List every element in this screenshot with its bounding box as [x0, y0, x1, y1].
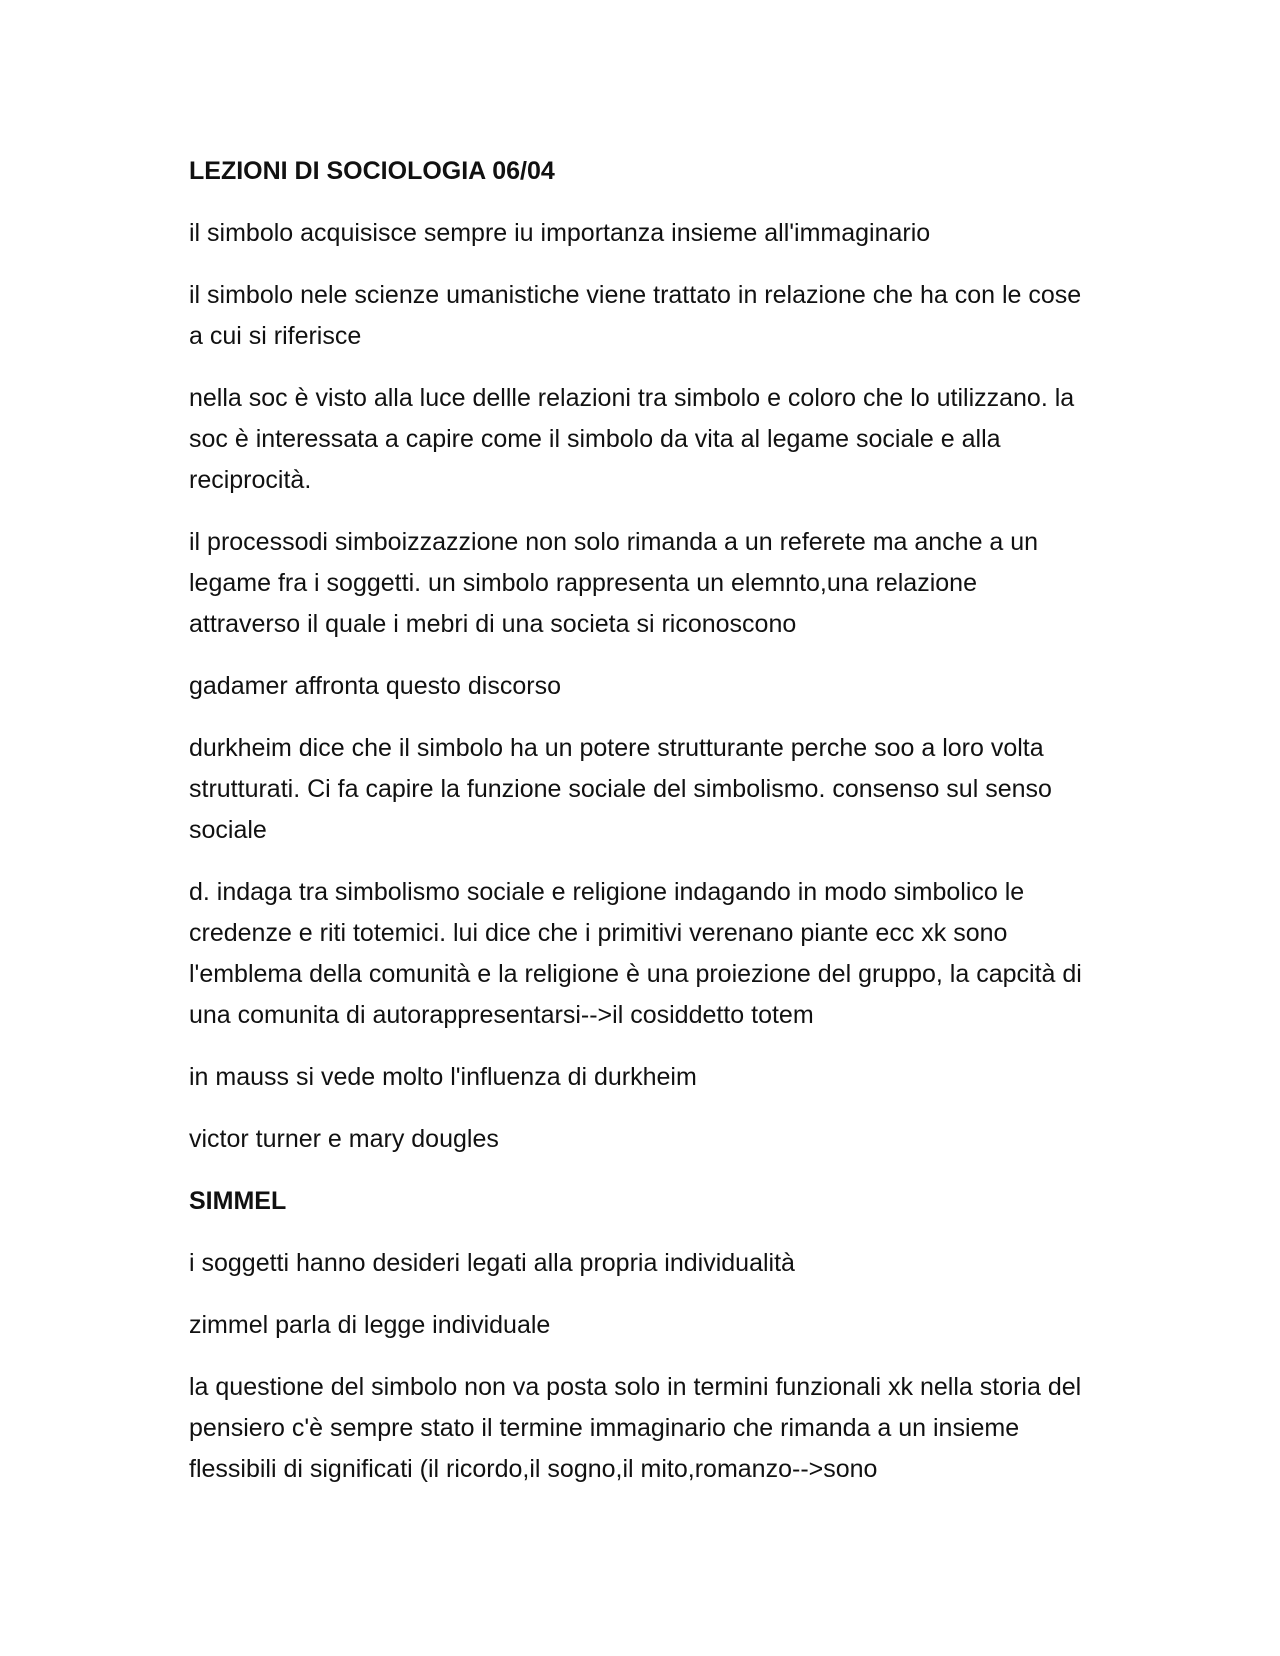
- paragraph: nella soc è visto alla luce dellle relazioni tra simbolo e coloro che lo utilizzano. la soc è interessata a capire come il simbolo da vita al legame sociale e alla reciprocità.: [189, 384, 1075, 494]
- document-body: [189, 151, 1089, 1511]
- paragraph: victor turner e mary dougles: [189, 1125, 499, 1153]
- paragraph: d. indaga tra simbolismo sociale e religione indagando in modo simbolico le credenze e riti totemici. lui dice che i primitivi verenano piante ecc xk sono l'emblema della comunità e la religione è una proiezione del gruppo, la capcità di una comunita di autorappresentarsi-->il cosiddetto totem: [189, 878, 1082, 1029]
- paragraph: la questione del simbolo non va posta solo in termini funzionali xk nella storia del pensiero c'è sempre stato il termine immaginario che rimanda a un insieme flessibili di significati (il ricordo,il sogno,il mito,romanzo-->sono: [189, 1373, 1082, 1483]
- paragraph: i soggetti hanno desideri legati alla propria individualità: [189, 1249, 795, 1277]
- paragraph: il simbolo acquisisce sempre iu importanza insieme all'immaginario: [189, 219, 931, 247]
- paragraph: il processodi simboizzazzione non solo rimanda a un referete ma anche a un legame fra i soggetti. un simbolo rappresenta un elemnto,una relazione attraverso il quale i mebri di una societa si riconoscono: [189, 528, 1039, 638]
- paragraph: durkheim dice che il simbolo ha un potere strutturante perche soo a loro volta strutturati. Ci fa capire la funzione sociale del simbolismo. consenso sul senso sociale: [189, 734, 1052, 844]
- document-title: LEZIONI DI SOCIOLOGIA 06/04: [189, 157, 555, 185]
- paragraph: zimmel parla di legge individuale: [189, 1311, 551, 1339]
- paragraph: il simbolo nele scienze umanistiche viene trattato in relazione che ha con le cose a cui si riferisce: [189, 281, 1082, 350]
- paragraph: gadamer affronta questo discorso: [189, 672, 561, 700]
- paragraph: in mauss si vede molto l'influenza di durkheim: [189, 1063, 697, 1091]
- section-heading: SIMMEL: [189, 1187, 287, 1215]
